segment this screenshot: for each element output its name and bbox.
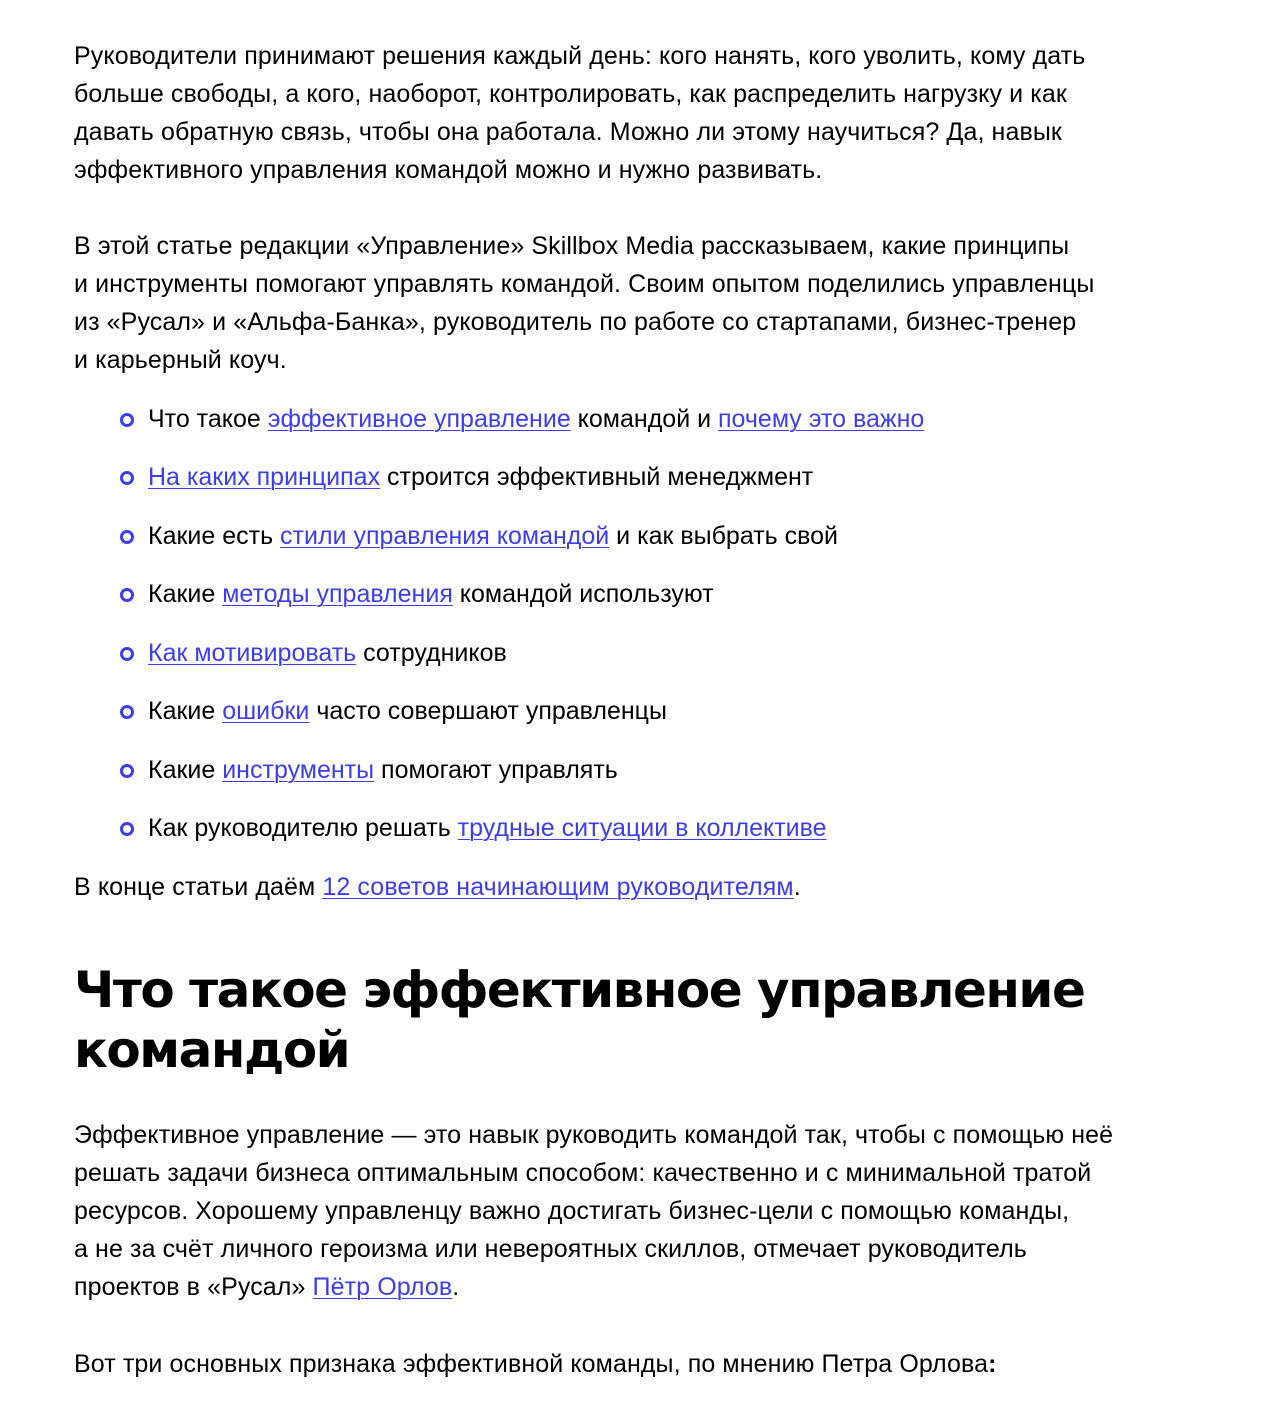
intro-line: больше свободы, а кого, наоборот, контролировать, как распределить нагрузку и как [74,80,1067,108]
intro-line: эффективного управления командой можно и нужно развивать. [74,156,823,184]
signs-line [74,1345,1234,1383]
definition-line [74,1268,1234,1306]
toc-link-principles[interactable]: На каких принципах [148,463,381,491]
toc-item [148,458,813,496]
toc-text: Что такое [148,405,268,433]
intro-paragraph [74,37,1234,189]
heading-line: командой [74,1021,350,1079]
toc-text: командой и [570,405,719,433]
toc-text: Как руководителю решать [148,814,458,842]
bullet-icon [120,471,134,485]
definition-line: ресурсов. Хорошему управленцу важно достигать бизнес-цели с помощью команды, [74,1197,1070,1225]
toc-text: и как выбрать свой [609,522,838,550]
toc-item [148,692,667,730]
toc-item [148,809,827,847]
toc-link-styles[interactable]: стили управления командой [280,522,610,550]
tips-paragraph [74,868,1234,906]
about-line: из «Русал» и «Альфа-Банка», руководитель по работе со стартапами, бизнес-тренер [74,308,1077,336]
bullet-icon [120,822,134,836]
tips-text: В конце статьи даём [74,873,323,901]
toc-text: командой используют [452,580,714,608]
signs-text: Вот три основных признака эффективной команды, по мнению Петра Орлова [74,1350,989,1378]
definition-line: а не за счёт личного героизма или невероятных скиллов, отмечает руководитель [74,1235,1027,1263]
section-heading [74,960,1234,1080]
about-line: и инструменты помогают управлять командой. Своим опытом поделились управленцы [74,270,1095,298]
toc-text: Какие есть [148,522,281,550]
toc-text: Какие [148,580,223,608]
toc-link-tools[interactable]: инструменты [222,756,375,784]
bullet-icon [120,530,134,544]
toc-link-why-important[interactable]: почему это важно [718,405,925,433]
bullet-icon [120,588,134,602]
definition-punctuation: . [452,1273,460,1301]
toc-text: сотрудников [356,639,507,667]
toc-text: строится эффективный менеджмент [380,463,814,491]
definition-text: проектов в «Русал» [74,1273,313,1301]
about-paragraph [74,227,1234,379]
about-line: В этой статье редакции «Управление» Skillbox Media рассказываем, какие принципы [74,232,1070,260]
toc-text: помогают управлять [374,756,618,784]
heading-line: Что такое эффективное управление [74,961,1085,1019]
intro-line: Руководители принимают решения каждый день: кого нанять, кого уволить, кому дать [74,42,1086,70]
definition-line: решать задачи бизнеса оптимальным способом: качественно и с минимальной тратой [74,1159,1092,1187]
toc-link-motivation[interactable]: Как мотивировать [148,639,357,667]
definition-paragraph [74,1116,1234,1306]
toc-item [148,751,618,789]
bullet-icon [120,647,134,661]
toc-item [148,517,838,555]
bullet-icon [120,413,134,427]
signs-colon: : [988,1350,997,1378]
toc-item [148,400,924,438]
person-link-petr-orlov[interactable]: Пётр Орлов [312,1273,453,1301]
toc-text: Какие [148,756,223,784]
toc-link-methods[interactable]: методы управления [222,580,453,608]
toc-link-difficult-situations[interactable]: трудные ситуации в коллективе [457,814,827,842]
toc-link-mistakes[interactable]: ошибки [222,697,310,725]
definition-line: Эффективное управление — это навык руководить командой так, чтобы с помощью неё [74,1121,1114,1149]
bullet-icon [120,764,134,778]
intro-line: давать обратную связь, чтобы она работала. Можно ли этому научиться? Да, навык [74,118,1062,146]
toc-text: Какие [148,697,223,725]
tips-punctuation: . [793,873,801,901]
about-line: и карьерный коуч. [74,346,287,374]
signs-intro-paragraph [74,1345,1234,1383]
bullet-icon [120,705,134,719]
tips-line [74,868,1234,906]
toc-text: часто совершают управленцы [309,697,667,725]
tips-link[interactable]: 12 советов начинающим руководителям [322,873,794,901]
toc-item [148,575,714,613]
toc-item [148,634,507,672]
toc-link-effective-management[interactable]: эффективное управление [267,405,571,433]
